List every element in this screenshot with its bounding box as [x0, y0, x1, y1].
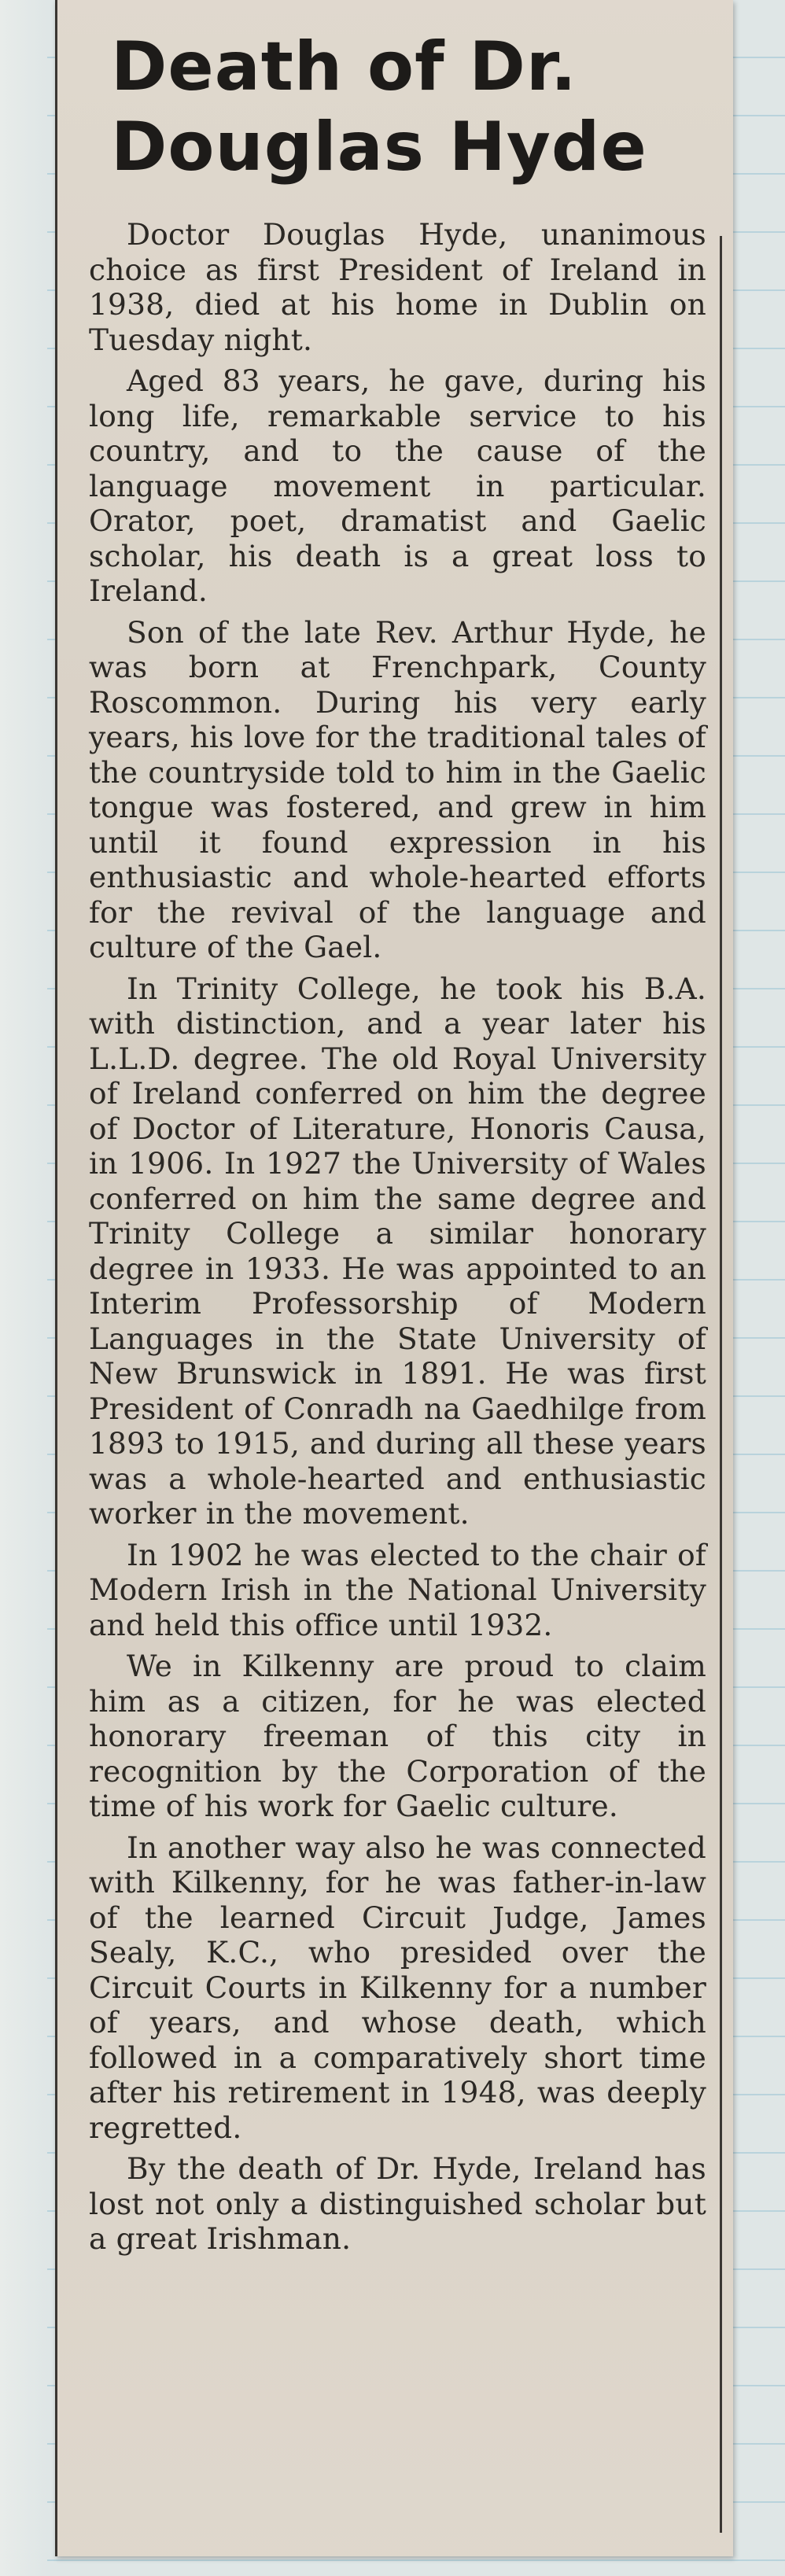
paragraph-2: Aged 83 years, he gave, during his long life, remarkable service to his country, and to the cause of the language movement in particular. Orator, poet, dramatist and Gaelic scholar, his death is a great loss to Ireland. [89, 363, 706, 608]
headline-line-2: Douglas Hyde [111, 108, 647, 186]
paragraph-8: By the death of Dr. Hyde, Ireland has lost not only a distinguished scholar but a great Irishman. [89, 2151, 706, 2256]
paragraph-3: Son of the late Rev. Arthur Hyde, he was born at Frenchpark, County Roscommon. During his very early years, his love for the traditional tales of the countryside told to him in the Gaelic tongue was fostered, and grew in him until it found expression in his enthusiastic and whole-hearted efforts for the revival of the language and culture of the Gael. [89, 614, 706, 964]
paragraph-6: We in Kilkenny are proud to claim him as a citizen, for he was elected honorary freeman of this city in recognition by the Corporation of the time of his work for Gaelic culture. [89, 1649, 706, 1823]
newspaper-clipping [55, 0, 733, 2556]
headline [111, 27, 711, 187]
paragraph-7: In another way also he was connected with Kilkenny, for he was father-in-law of the learned Circuit Judge, James Sealy, K.C., who presided over the Circuit Courts in Kilkenny for a number of years, and whose death, which followed in a comparatively short time after his retirement in 1948, was deeply regretted. [89, 1830, 706, 2145]
article-body [89, 217, 711, 2257]
paragraph-1: Doctor Douglas Hyde, unanimous choice as first President of Ireland in 1938, died at his home in Dublin on Tuesday night. [89, 217, 706, 357]
paragraph-5: In 1902 he was elected to the chair of Modern Irish in the National University and held this office until 1932. [89, 1537, 706, 1642]
paragraph-4: In Trinity College, he took his B.A. with distinction, and a year later his L.L.D. degree. The old Royal University of Ireland conferred on him the degree of Doctor of Literature, Honoris Causa, in 1906. In 1927 the University of Wales conferred on him the same degree and Trinity College a similar honorary degree in 1933. He was appointed to an Interim Professorship of Modern Languages in the State University of New Brunswick in 1891. He was first President of Conradh na Gaedhilge from 1893 to 1915, and during all these years was a whole-hearted and enthusiastic worker in the movement. [89, 971, 706, 1531]
notebook-paper-margin [0, 0, 47, 2576]
headline-line-1: Death of Dr. [111, 28, 577, 106]
